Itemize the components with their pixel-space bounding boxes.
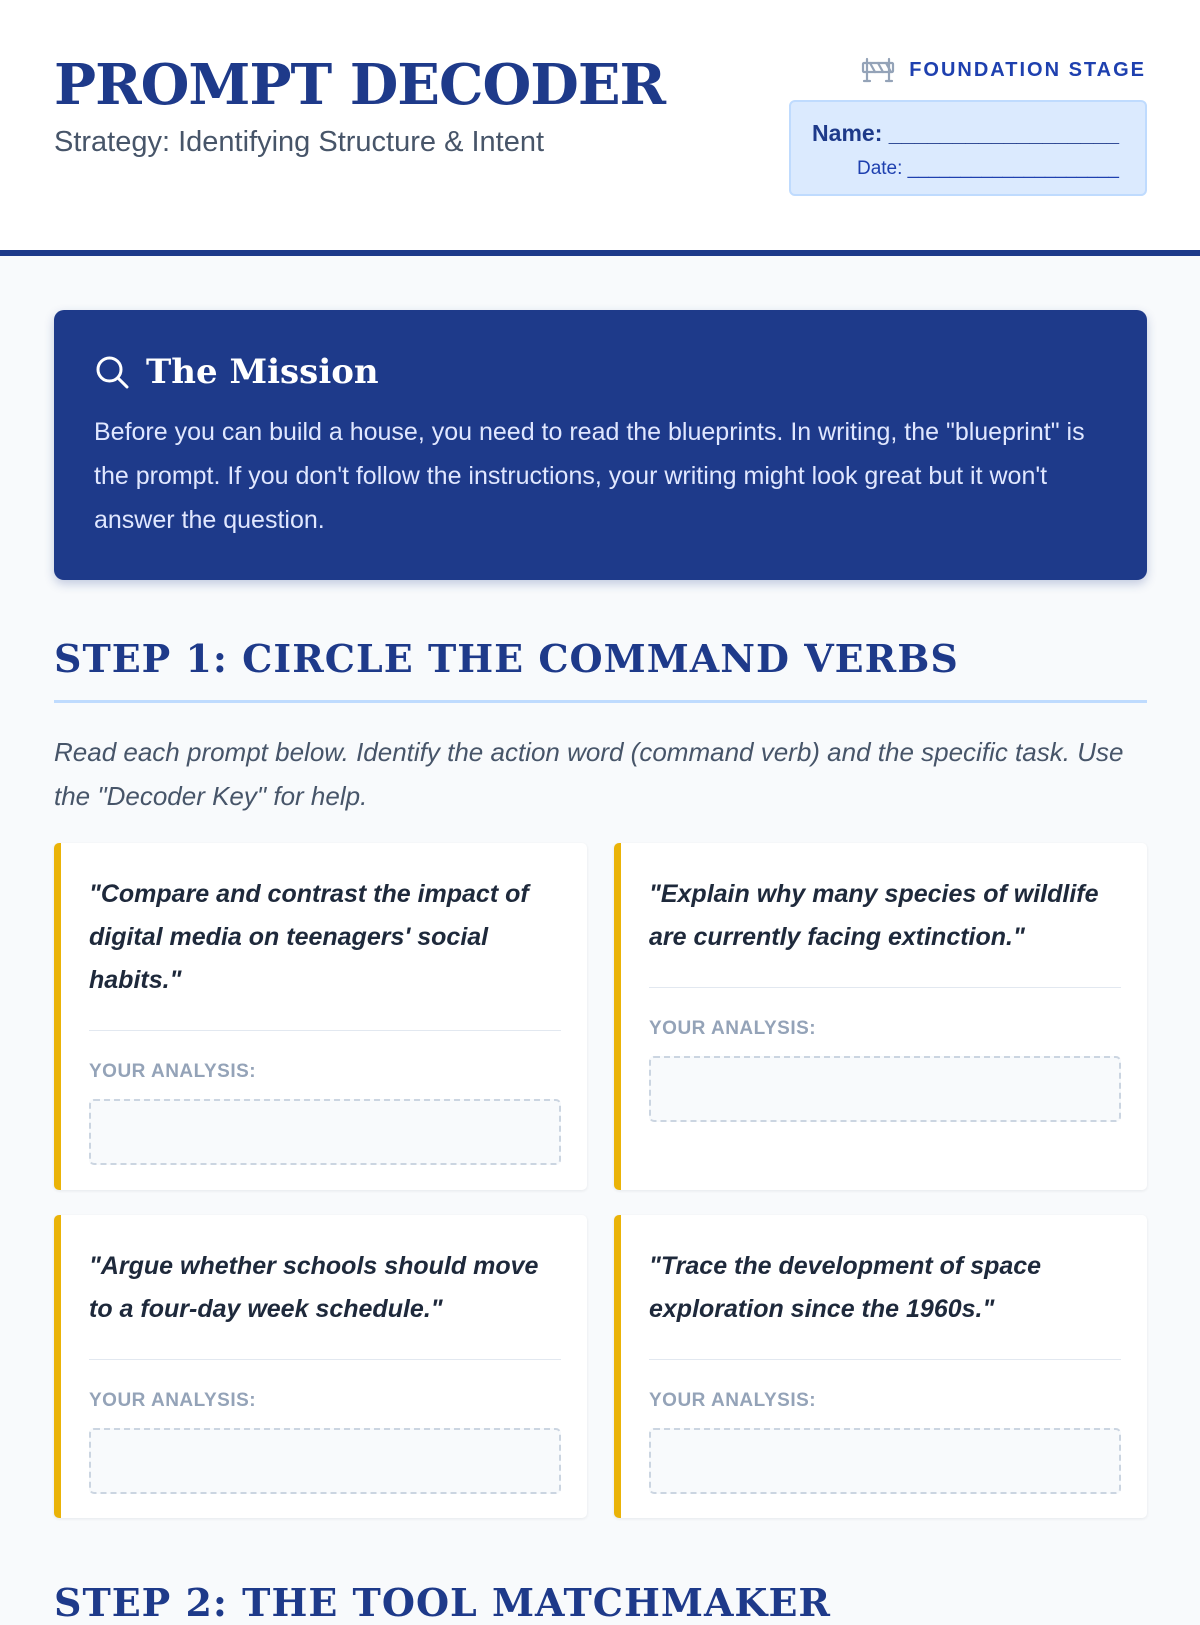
analysis-label: YOUR ANALYSIS:: [89, 1061, 257, 1082]
mission-title: The Mission: [146, 352, 379, 392]
road-barrier-icon: [861, 56, 895, 84]
analysis-label: YOUR ANALYSIS:: [89, 1390, 257, 1411]
analysis-label: YOUR ANALYSIS:: [649, 1018, 817, 1039]
stage-badge: [861, 56, 1146, 84]
worksheet-header: [0, 0, 1200, 256]
card-divider: [649, 987, 1121, 988]
prompt-card: [614, 1215, 1147, 1518]
analysis-input[interactable]: [649, 1056, 1121, 1122]
prompt-text: "Compare and contrast the impact of digital media on teenagers' social habits.": [89, 880, 529, 994]
analysis-label: YOUR ANALYSIS:: [649, 1390, 817, 1411]
analysis-input[interactable]: [89, 1099, 561, 1165]
analysis-input[interactable]: [649, 1428, 1121, 1494]
page-subtitle: Strategy: Identifying Structure & Intent: [54, 126, 545, 158]
prompt-card: [54, 843, 587, 1190]
mission-text: Before you can build a house, you need to read the blueprints. In writing, the "blueprint" is the prompt. If you don't follow the instructions, your writing might look great but it won't answer the question.: [94, 418, 1085, 534]
step2-title: STEP 2: THE TOOL MATCHMAKER: [54, 1580, 831, 1625]
card-divider: [89, 1030, 561, 1031]
search-icon: [94, 354, 130, 390]
card-divider: [89, 1359, 561, 1360]
card-divider: [649, 1359, 1121, 1360]
prompt-text: "Argue whether schools should move to a four-day week schedule.": [89, 1252, 539, 1323]
prompt-card: [614, 843, 1147, 1190]
date-field[interactable]: Date: ____________________: [856, 158, 1119, 179]
name-field[interactable]: Name: __________________: [812, 120, 1119, 146]
step1-title: STEP 1: CIRCLE THE COMMAND VERBS: [54, 636, 959, 681]
stage-label: FOUNDATION STAGE: [909, 58, 1146, 81]
analysis-input[interactable]: [89, 1428, 561, 1494]
section-divider: [54, 700, 1147, 703]
step1-instructions: Read each prompt below. Identify the action word (command verb) and the specific task. Use the "Decoder Key" for help.: [54, 737, 1124, 811]
mission-heading: [94, 352, 1107, 392]
page-title: PROMPT DECODER: [54, 52, 666, 118]
prompt-card: [54, 1215, 587, 1518]
name-date-box: [789, 100, 1147, 196]
prompt-text: "Explain why many species of wildlife are currently facing extinction.": [649, 880, 1099, 951]
prompt-text: "Trace the development of space exploration since the 1960s.": [649, 1252, 1042, 1323]
mission-panel: [54, 310, 1147, 580]
